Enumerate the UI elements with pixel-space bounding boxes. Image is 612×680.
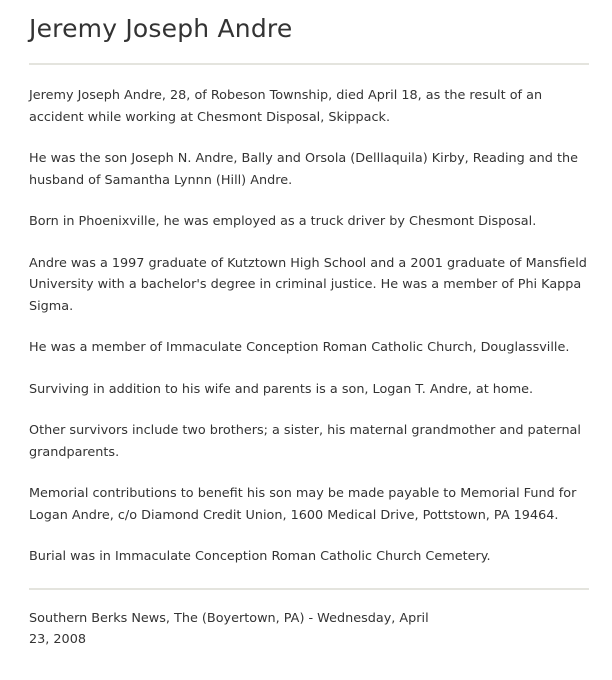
title-divider bbox=[29, 63, 589, 65]
paragraph-education: Andre was a 1997 graduate of Kutztown High School and a 2001 graduate of Mansfield University with a bachelor's degree in criminal justice. He was a member of Phi Kappa Sigma. bbox=[29, 255, 587, 314]
paragraph-other-survivors: Other survivors include two brothers; a sister, his maternal grandmother and paternal grandparents. bbox=[29, 423, 581, 460]
paragraph-memorial: Memorial contributions to benefit his son may be made payable to Memorial Fund for Logan Andre, c/o Diamond Credit Union, 1600 Medical Drive, Pottstown, PA 19464. bbox=[29, 486, 577, 523]
paragraph-survivors: Surviving in addition to his wife and parents is a son, Logan T. Andre, at home. bbox=[29, 381, 534, 397]
page-title: Jeremy Joseph Andre bbox=[29, 14, 293, 43]
paragraph-death-notice: Jeremy Joseph Andre, 28, of Robeson Township, died April 18, as the result of an accident while working at Chesmont Disposal, Skippack. bbox=[29, 88, 543, 125]
source-divider bbox=[29, 588, 589, 590]
paragraph-family: He was the son Joseph N. Andre, Bally and Orsola (Delllaquila) Kirby, Reading and the husband of Samantha Lynnn (Hill) Andre. bbox=[29, 151, 578, 188]
obituary-body bbox=[29, 85, 589, 568]
source-citation: Southern Berks News, The (Boyertown, PA) - Wednesday, April 23, 2008 bbox=[29, 610, 429, 647]
paragraph-employment: Born in Phoenixville, he was employed as a truck driver by Chesmont Disposal. bbox=[29, 214, 537, 229]
paragraph-church: He was a member of Immaculate Conception Roman Catholic Church, Douglassville. bbox=[29, 340, 570, 355]
paragraph-burial: Burial was in Immaculate Conception Roman Catholic Church Cemetery. bbox=[29, 549, 491, 564]
obituary-article bbox=[29, 0, 589, 651]
